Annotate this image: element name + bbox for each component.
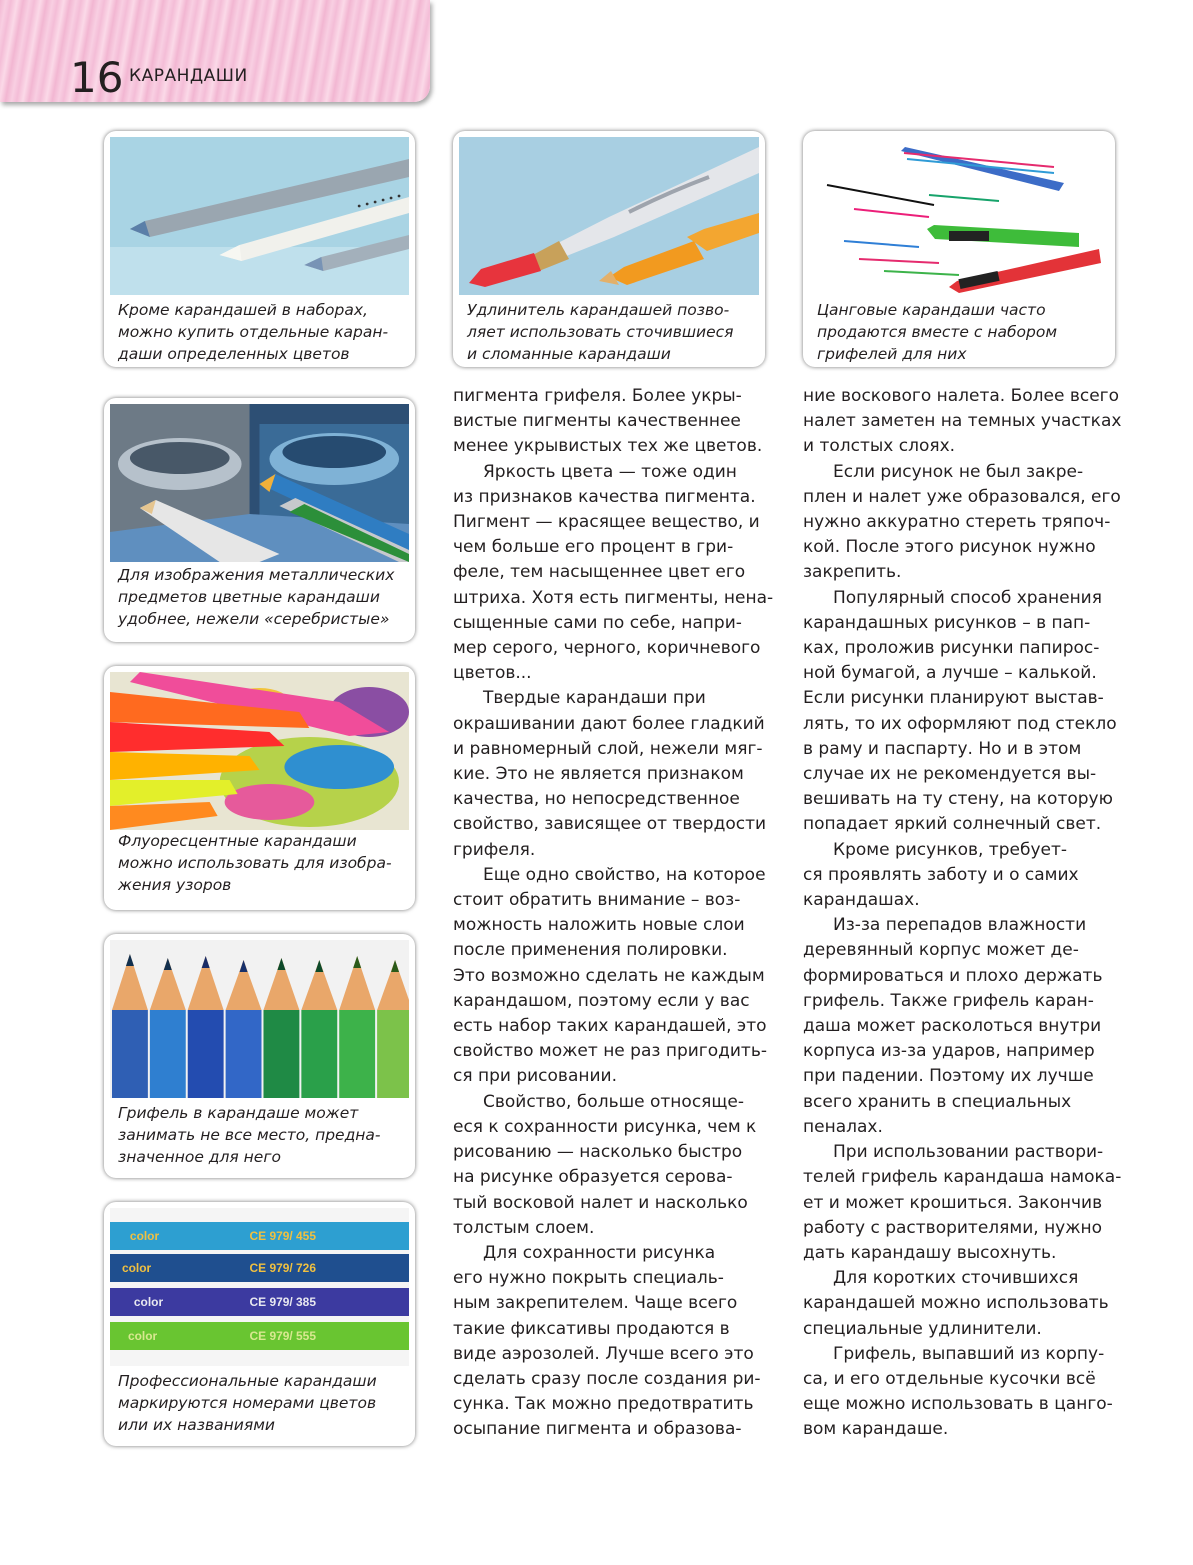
text-line: после применения полировки. [453,940,728,961]
photo-caption [817,299,1107,365]
text-line: дать карандашу высохнуть. [803,1242,1057,1263]
text-line: из признаков качества пигмента. [453,486,756,507]
text-line: случае их не рекомендуется вы- [803,764,1097,785]
text-column-middle [453,384,773,1443]
text-line: налет заметен на темных участках [803,411,1122,432]
text-line: рисованию — насколько быстро [453,1142,743,1163]
text-column-right [803,384,1121,1443]
text-line: мер серого, черного, коричневого [453,638,761,659]
text-line: грифеля. [453,839,536,860]
text-line: такие фиксативы продаются в [453,1318,730,1339]
section-title: КАРАНДАШИ [129,66,248,86]
caption-line: и сломанные карандаши [467,345,671,363]
caption-line: можно использовать для изобра- [118,854,392,872]
text-line: чем больше его процент в гри- [453,537,734,558]
pencil-label-code: CE 979/ 385 [249,1294,316,1310]
text-line: кие. Это не является признаком [453,764,744,785]
text-line: ным закрепителем. Чаще всего [453,1293,738,1314]
text-line: ние воскового налета. Более всего [803,386,1120,406]
caption-line: Цанговые карандаши часто [817,301,1046,319]
text-line: Кроме рисунков, требует- [833,839,1067,860]
text-line: грифель. Также грифель каран- [803,990,1094,1011]
text-line: качества, но непосредственное [453,789,740,810]
caption-line: Грифель в карандаше может [118,1104,359,1122]
text-line: специальные удлинители. [803,1318,1042,1339]
photo-card-pencil-extender [453,131,765,367]
text-line: Еще одно свойство, на которое [483,864,766,885]
text-line: попадает яркий солнечный свет. [803,814,1102,835]
photo-card-pastel-pencils [104,131,415,367]
pencil-label-code: CE 979/ 555 [249,1328,316,1344]
text-line: Твердые карандаши при [483,688,706,709]
photo-caption [118,1370,407,1436]
text-line: тый восковой налет и насколько [453,1192,748,1213]
pencil-label-brand: color [133,1294,164,1310]
text-line: сунка. Так можно предотвратить [453,1394,754,1415]
caption-line: значенное для него [118,1148,281,1166]
labeled-pencils-photo [110,1208,409,1366]
caption-line: грифелей для них [817,345,967,363]
photo-caption [118,1102,407,1168]
caption-line: Кроме карандашей в наборах, [118,301,368,319]
text-line: нужно аккуратно стереть тряпоч- [803,512,1111,533]
photo-card-pencil-tips [104,934,415,1178]
text-line: ках, проложив рисунки папирос- [803,638,1100,659]
text-line: еще можно использовать в цанго- [803,1394,1113,1415]
text-line: стоит обратить внимание – воз- [453,890,741,911]
text-line: штриха. Хотя есть пигменты, нена- [453,587,774,608]
text-line: Если рисунки планируют выстав- [803,688,1104,709]
caption-line: ляет использовать сточившиеся [467,323,734,341]
text-line: плен и налет уже образовался, его [803,486,1121,507]
text-line: даша может расколоться внутри [803,1016,1102,1037]
text-line: толстым слоем. [453,1217,595,1238]
text-line: ся при рисовании. [453,1066,617,1087]
photo-card-mechanical-pencils [803,131,1115,367]
text-line: сделать сразу после создания ри- [453,1368,761,1389]
pencil-label-code: CE 979/ 726 [249,1260,316,1276]
pastel-pencils-photo [110,137,409,295]
fluorescent-pencils-photo [110,672,409,830]
page-number: 16 [70,53,124,102]
text-line: Свойство, больше относяще- [483,1091,745,1112]
caption-line: маркируются номерами цветов [118,1394,377,1412]
pencil-label-code: CE 979/ 455 [249,1228,316,1244]
caption-line: занимать не все место, предна- [118,1126,381,1144]
caption-line: продаются вместе с набором [817,323,1058,341]
text-line: виде аэрозолей. Лучше всего это [453,1343,754,1364]
photo-caption [118,564,407,630]
text-line: на рисунке образуется серова- [453,1167,733,1188]
text-line: вистые пигменты качественнее [453,411,741,432]
text-line: Грифель, выпавший из корпу- [833,1343,1105,1364]
caption-line: Для изображения металлических [118,566,395,584]
text-line: и равномерный слой, нежели мяг- [453,738,763,759]
pencil-label-brand: color [129,1228,160,1244]
text-line: при падении. Поэтому их лучше [803,1066,1094,1087]
text-line: работу с растворителями, нужно [803,1217,1103,1238]
text-line: менее укрывистых тех же цветов. [453,436,763,457]
text-line: осыпание пигмента и образова- [453,1419,742,1440]
text-line: вом карандаше. [803,1419,949,1440]
text-line: пигмента грифеля. Более укры- [453,386,742,406]
text-line: Популярный способ хранения [833,587,1102,608]
header-tab [0,0,430,102]
text-line: вешивать на ту стену, на которую [803,789,1113,810]
text-line: можность наложить новые слои [453,915,745,936]
text-line: всего хранить в специальных [803,1091,1072,1112]
metallic-drawing-photo [110,404,409,562]
pencil-label-brand: color [121,1260,152,1276]
photo-card-fluorescent-pencils [104,666,415,910]
text-line: свойство может не раз пригодить- [453,1041,767,1062]
caption-line: можно купить отдельные каран- [118,323,389,341]
caption-line: даши определенных цветов [118,345,350,363]
text-line: Для сохранности рисунка [483,1242,716,1263]
text-line: Для коротких сточившихся [833,1268,1079,1289]
text-line: карандашом, поэтому если у вас [453,990,750,1011]
text-line: Из-за перепадов влажности [833,915,1087,936]
caption-line: Профессиональные карандаши [118,1372,377,1390]
text-line: формироваться и плохо держать [803,965,1103,986]
text-line: сыщенные сами по себе, напри- [453,612,742,633]
photo-card-labeled-pencils [104,1202,415,1446]
text-line: цветов... [453,663,532,684]
text-line: кой. После этого рисунок нужно [803,537,1096,558]
text-line: ет и может крошиться. Закончив [803,1192,1103,1213]
text-line: Пигмент — красящее вещество, и [453,512,760,533]
caption-line: Удлинитель карандашей позво- [467,301,730,319]
text-line: пеналах. [803,1116,883,1137]
text-line: закрепить. [803,562,902,583]
text-line: Это возможно сделать не каждым [453,965,765,986]
pencil-label-brand: color [127,1328,158,1344]
caption-line: предметов цветные карандаши [118,588,380,606]
pencil-tips-photo [110,940,409,1098]
text-line: Если рисунок не был закре- [833,461,1084,482]
text-line: в раму и паспарту. Но и в этом [803,738,1082,759]
text-line: телей грифель карандаша намока- [803,1167,1122,1188]
photo-caption [118,830,407,896]
text-line: окрашивании дают более гладкий [453,713,765,734]
text-line: карандашах. [803,890,920,911]
text-line: свойство, зависящее от твердости [453,814,767,835]
text-line: При использовании раствори- [833,1142,1104,1163]
text-line: са, и его отдельные кусочки всё [803,1368,1096,1389]
mechanical-pencils-photo [809,137,1109,295]
text-line: его нужно покрыть специаль- [453,1268,724,1289]
text-line: ной бумагой, а лучше – калькой. [803,663,1097,684]
caption-line: Флуоресцентные карандаши [118,832,357,850]
text-line: феле, тем насыщеннее цвет его [453,562,746,583]
caption-line: или их названиями [118,1416,275,1434]
photo-card-metallic-drawing [104,398,415,642]
caption-line: жения узоров [118,876,232,894]
text-line: ся проявлять заботу и о самих [803,864,1079,885]
text-line: карандашей можно использовать [803,1293,1109,1314]
text-line: корпуса из-за ударов, например [803,1041,1095,1062]
caption-line: удобнее, нежели «серебристые» [118,610,390,628]
text-line: Яркость цвета — тоже один [483,461,737,482]
photo-caption [118,299,407,365]
text-line: деревянный корпус может де- [803,940,1079,961]
photo-caption [467,299,757,365]
pencil-extender-photo [459,137,759,295]
text-line: есть набор таких карандашей, это [453,1016,767,1037]
text-line: еся к сохранности рисунка, чем к [453,1116,757,1137]
text-line: лять, то их оформляют под стекло [803,713,1117,734]
text-line: карандашных рисунков – в пап- [803,612,1091,633]
text-line: и толстых слоях. [803,436,956,457]
